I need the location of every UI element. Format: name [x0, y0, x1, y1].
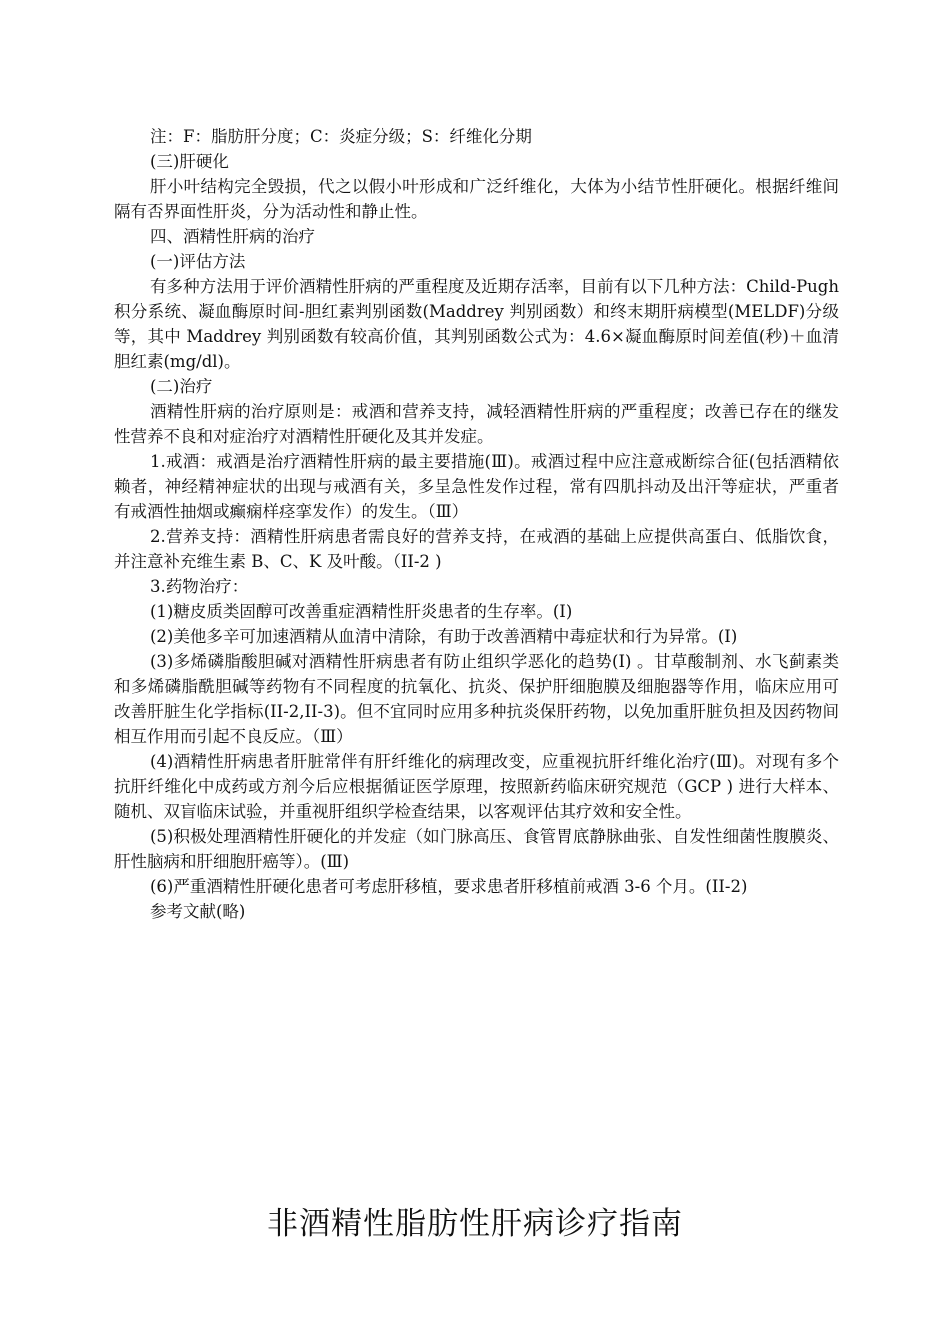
- subheading-drug-therapy: 3.药物治疗：: [150, 577, 249, 596]
- list-item-drug-1: (1)糖皮质类固醇可改善重症酒精性肝炎患者的生存率。(I): [150, 602, 573, 621]
- paragraph-assessment: 有多种方法用于评价酒精性肝病的严重程度及近期存活率，目前有以下几种方法：Child-Pugh 积分系统、凝血酶原时间-胆红素判别函数(Maddrey 判别函数）和终末期肝病模型(MELDF)分级等，其中 Maddrey 判别函数有较高价值，其判别函数公式为：4.6×凝血酶原时间差值(秒)＋血清胆红素(mg/dl)。: [114, 277, 839, 371]
- list-item-drug-3: (3)多烯磷脂酸胆碱对酒精性肝病患者有防止组织学恶化的趋势(I) 。甘草酸制剂、水飞蓟素类和多烯磷脂酰胆碱等药物有不同程度的抗氧化、抗炎、保护肝细胞膜及细胞器等作用，临床应用可改善肝脏生化学指标(II-2,II-3)。但不宜同时应用多种抗炎保肝药物，以免加重肝脏负担及因药物间相互作用而引起不良反应。（Ⅲ）: [114, 652, 839, 746]
- subheading-assessment: (一)评估方法: [150, 252, 246, 271]
- section-heading-treatment: 四、酒精性肝病的治疗: [150, 227, 315, 246]
- list-item-drug-6: (6)严重酒精性肝硬化患者可考虑肝移植，要求患者肝移植前戒酒 3-6 个月。(II-2): [150, 877, 748, 896]
- document-body: [114, 124, 839, 924]
- subheading-cirrhosis: (三)肝硬化: [150, 152, 229, 171]
- list-item-drug-2: (2)美他多辛可加速酒精从血清中清除，有助于改善酒精中毒症状和行为异常。(I): [150, 627, 738, 646]
- paragraph-therapy-principles: 酒精性肝病的治疗原则是：戒酒和营养支持，减轻酒精性肝病的严重程度；改善已存在的继发性营养不良和对症治疗对酒精性肝硬化及其并发症。: [114, 402, 839, 446]
- list-item-drug-4: (4)酒精性肝病患者肝脏常伴有肝纤维化的病理改变，应重视抗肝纤维化治疗(Ⅲ)。对现有多个抗肝纤维化中成药或方剂今后应根据循证医学原理，按照新药临床研究规范（GCP ) 进行大样本、随机、双盲临床试验，并重视肝组织学检查结果，以客观评估其疗效和安全性。: [114, 752, 839, 821]
- paragraph-abstinence: 1.戒酒：戒酒是治疗酒精性肝病的最主要措施(Ⅲ)。戒酒过程中应注意戒断综合征(包括酒精依赖者，神经精神症状的出现与戒酒有关，多呈急性发作过程，常有四肌抖动及出汗等症状，严重者有戒酒性抽烟或癫痫样痉挛发作）的发生。（Ⅲ）: [114, 452, 839, 521]
- list-item-drug-5: (5)积极处理酒精性肝硬化的并发症（如门脉高压、食管胃底静脉曲张、自发性细菌性腹膜炎、肝性脑病和肝细胞肝癌等）。(Ⅲ): [114, 827, 839, 871]
- references-note: 参考文献(略): [150, 902, 246, 921]
- paragraph-nutrition: 2.营养支持：酒精性肝病患者需良好的营养支持，在戒酒的基础上应提供高蛋白、低脂饮食，并注意补充维生素 B、C、K 及叶酸。（II-2 ): [114, 527, 839, 571]
- paragraph-cirrhosis: 肝小叶结构完全毁损，代之以假小叶形成和广泛纤维化，大体为小结节性肝硬化。根据纤维间隔有否界面性肝炎，分为活动性和静止性。: [114, 177, 839, 221]
- subheading-therapy: (二)治疗: [150, 377, 213, 396]
- table-note: 注：F：脂肪肝分度；C：炎症分级；S：纤维化分期: [150, 127, 532, 146]
- next-section-title: 非酒精性脂肪性肝病诊疗指南: [267, 1206, 683, 1242]
